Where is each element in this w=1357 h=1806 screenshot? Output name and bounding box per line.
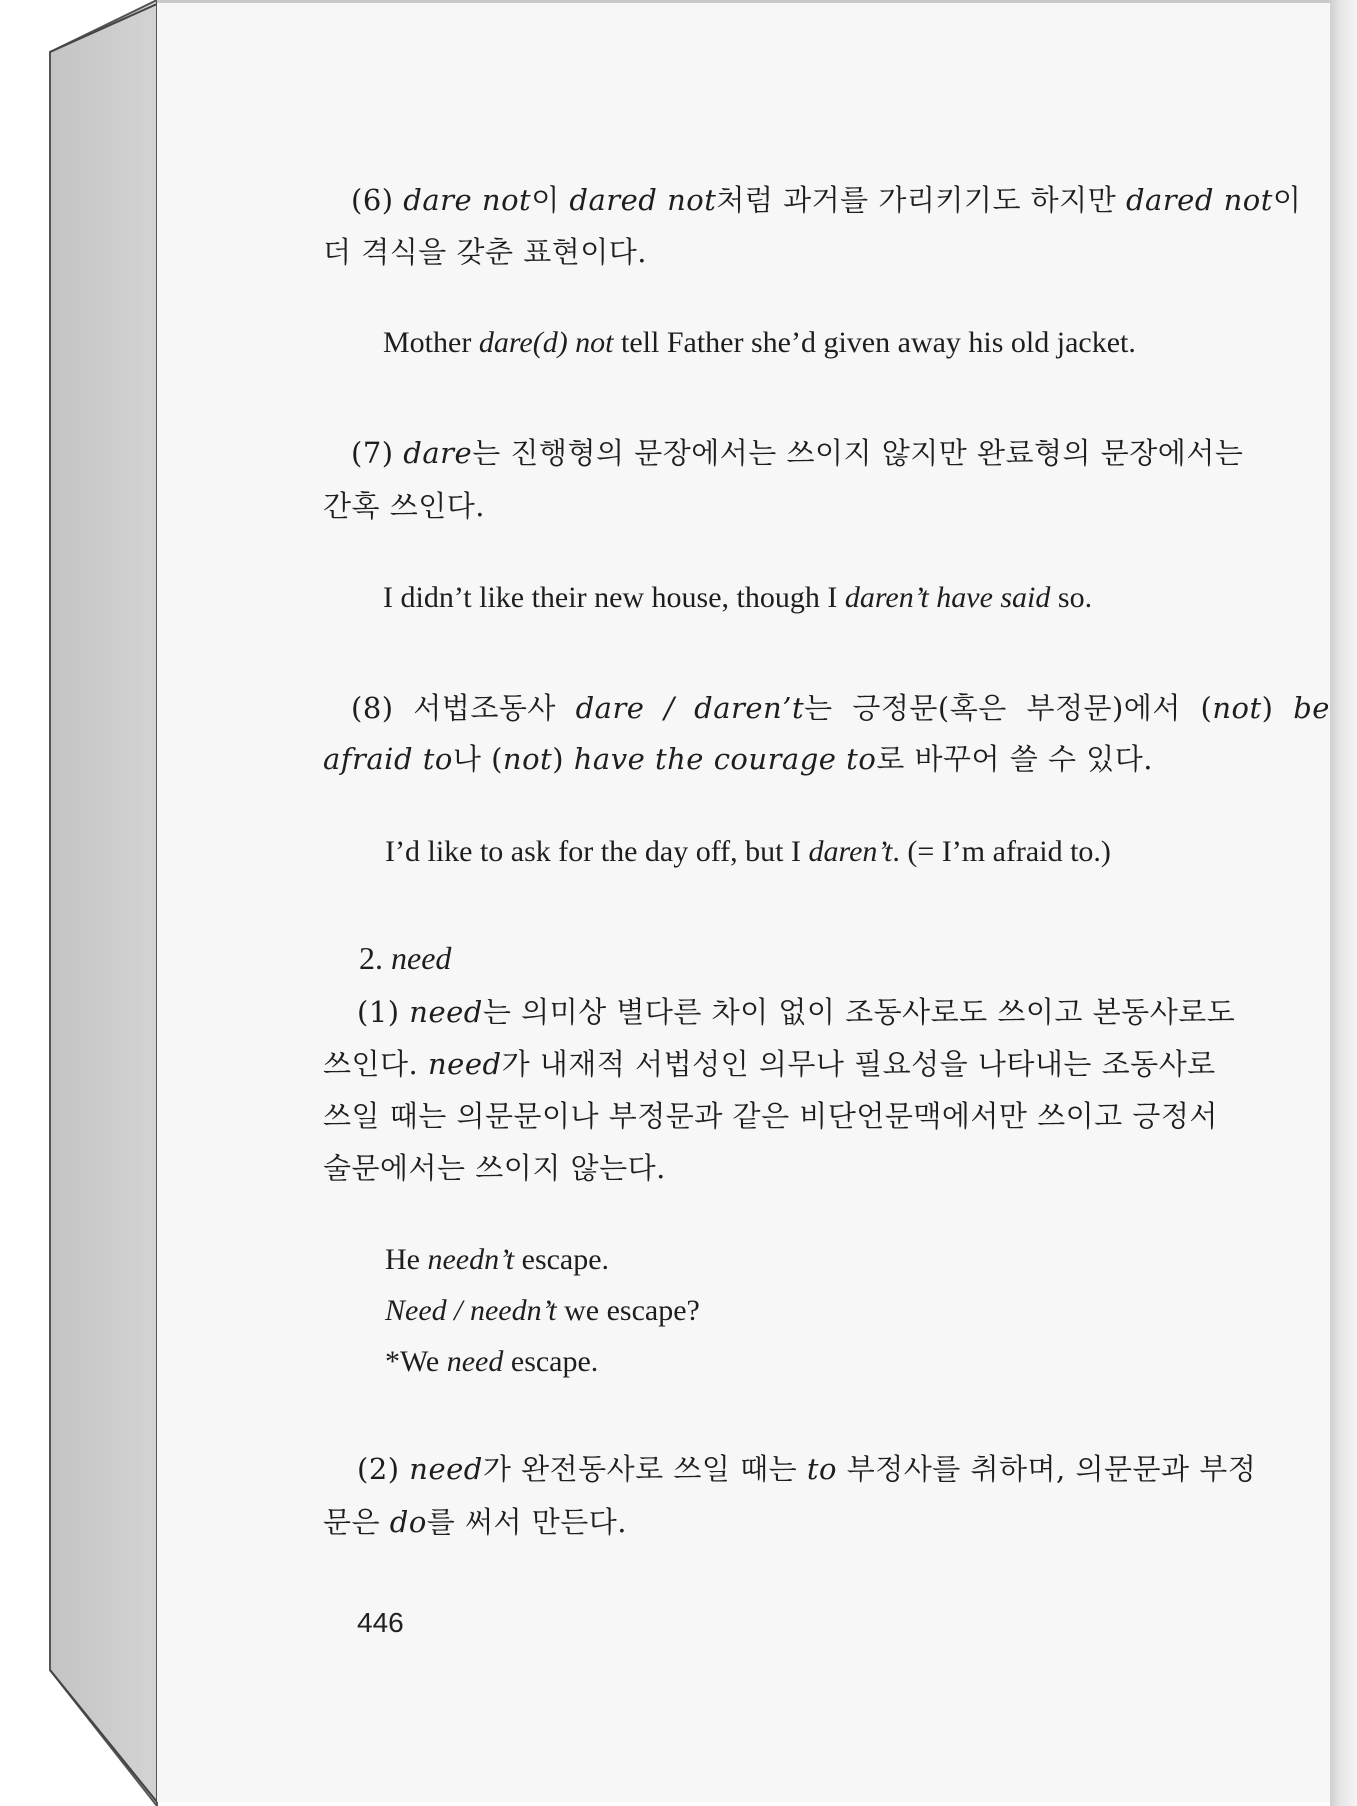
page-edge-shadow xyxy=(1330,0,1357,1806)
need-paragraph-1-line-2: 쓰인다. need가 내재적 서법성인 의무나 필요성을 나타내는 조동사로 xyxy=(323,1047,1216,1081)
need-paragraph-2-line-2: 문은 do를 써서 만든다. xyxy=(323,1505,628,1539)
paragraph-6-line-2: 더 격식을 갖춘 표현이다. xyxy=(323,235,648,269)
section-heading: 2. need xyxy=(359,940,452,976)
need-paragraph-1-line-3: 쓰일 때는 의문문이나 부정문과 같은 비단언문맥에서만 쓰이고 긍정서 xyxy=(323,1099,1218,1133)
paragraph-7-line-1: (7) dare는 진행형의 문장에서는 쓰이지 않지만 완료형의 문장에서는 xyxy=(351,436,1244,470)
need-example-1a: He needn’t escape. xyxy=(385,1243,610,1276)
page-number: 446 xyxy=(357,1607,404,1638)
need-paragraph-2-line-1: (2) need가 완전동사로 쓰일 때는 to 부정사를 취하며, 의문문과 부정 xyxy=(357,1452,1257,1486)
example-7: I didn’t like their new house, though I daren’t have said so. xyxy=(383,581,1093,614)
need-example-1b: Need / needn’t we escape? xyxy=(385,1294,700,1327)
book-cover-side xyxy=(0,0,170,1806)
paragraph-8-line-2: afraid to나 (not) have the courage to로 바꾸어 쓸 수 있다. xyxy=(323,742,1153,776)
need-paragraph-1-line-4: 술문에서는 쓰이지 않는다. xyxy=(323,1151,666,1185)
paragraph-6-line-1: (6) dare not이 dared not처럼 과거를 가리키기도 하지만 dared not이 xyxy=(351,183,1302,217)
need-example-1c: *We need escape. xyxy=(385,1345,599,1378)
paragraph-8-line-1: (8) 서법조동사 dare / daren’t는 긍정문(혹은 부정문)에서 (not) be xyxy=(351,691,1330,725)
paragraph-7-line-2: 간혹 쓰인다. xyxy=(323,489,486,523)
example-8: I’d like to ask for the day off, but I daren’t. (= I’m afraid to.) xyxy=(385,835,1111,868)
example-6: Mother dare(d) not tell Father she’d given away his old jacket. xyxy=(383,326,1136,359)
need-paragraph-1-line-1: (1) need는 의미상 별다른 차이 없이 조동사로도 쓰이고 본동사로도 xyxy=(357,995,1236,1029)
